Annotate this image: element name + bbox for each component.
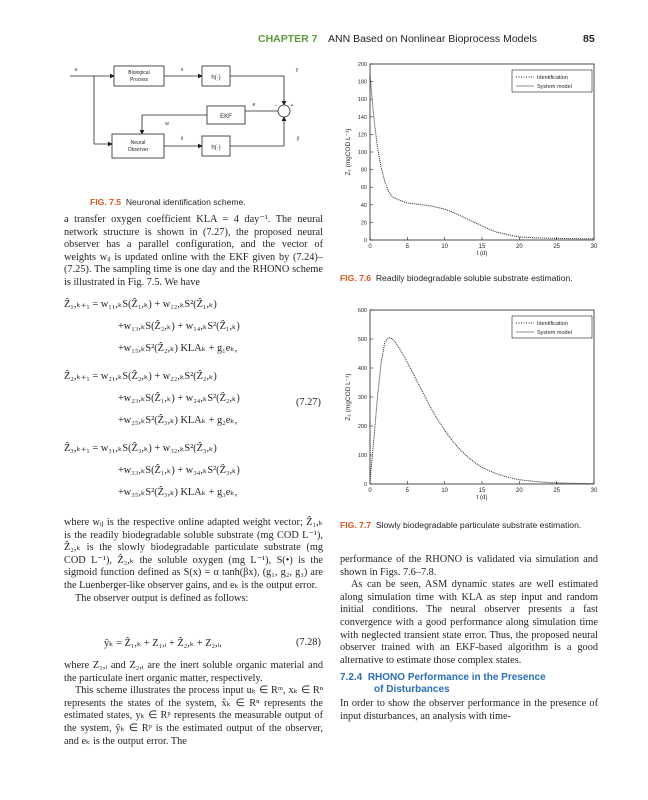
series-line-identification xyxy=(370,338,594,484)
x-axis-label: t (d) xyxy=(476,251,488,257)
legend-label-system-model: System model xyxy=(537,330,572,336)
x-axis-label: t (d) xyxy=(476,495,488,501)
right-closing-text: In order to show the observer performance in the presence of input disturbances, an analysis with time- xyxy=(340,698,598,722)
svg-text:ŷ: ŷ xyxy=(296,136,300,142)
x-tick-label: 0 xyxy=(368,244,372,250)
x-tick-label: 25 xyxy=(553,244,561,250)
x-tick-label: 15 xyxy=(478,488,486,494)
x-tick-label: 20 xyxy=(515,488,523,494)
x-tick-label: 20 xyxy=(515,244,523,250)
fig-7-7-caption: FIG. 7.7 Slowly biodegradable particulate substrate estimation. xyxy=(340,520,582,530)
svg-text:w: w xyxy=(165,121,169,127)
y-tick-label: 60 xyxy=(360,185,367,192)
y-tick-label: 300 xyxy=(357,395,367,401)
fig-7-5-caption: FIG. 7.5 Neuronal identification scheme. xyxy=(90,197,246,207)
x-tick-label: 10 xyxy=(441,244,449,250)
svg-text:e: e xyxy=(252,102,256,108)
y-tick-label: 200 xyxy=(357,424,367,430)
x-tick-label: 0 xyxy=(368,488,372,494)
y-tick-label: 140 xyxy=(357,114,367,121)
y-tick-label: 160 xyxy=(357,97,367,104)
y-tick-label: 400 xyxy=(357,366,367,372)
eq-line: +w₃₃,ₖS(Ẑ₁,ₖ) + w₃₄,ₖS²(Ẑ₃,ₖ) xyxy=(118,465,240,476)
svg-text:Observer: Observer xyxy=(127,147,149,153)
svg-text:Process: Process xyxy=(129,77,149,83)
neural-observer-box xyxy=(112,134,164,158)
equation-number-7-28: (7.28) xyxy=(296,637,321,648)
svg-text:+: + xyxy=(290,103,294,109)
x-tick-label: 5 xyxy=(405,488,410,494)
eq-line: +w₁₃,ₖS(Ẑ₂,ₖ) + w₁₄,ₖS²(Ẑ₁,ₖ) xyxy=(118,321,240,332)
y-tick-label: 80 xyxy=(360,167,367,174)
x-tick-label: 30 xyxy=(590,244,598,250)
eq-line: +w₂₃,ₖS(Ẑ₁,ₖ) + w₂₄,ₖS²(Ẑ₂,ₖ) xyxy=(118,393,240,404)
svg-text:y: y xyxy=(295,67,299,73)
x-tick-label: 25 xyxy=(553,488,561,494)
y-tick-label: 100 xyxy=(357,150,367,156)
fig-7-5-diagram xyxy=(62,58,332,190)
eq-line: +w₂₅,ₖS²(Ẑ₃,ₖ) KLAₖ + g₂eₖ, xyxy=(118,415,238,426)
chapter-title: ANN Based on Nonlinear Bioprocess Models xyxy=(328,33,537,45)
legend-label-identification: Identification xyxy=(537,75,568,81)
svg-text:EKF: EKF xyxy=(220,114,232,120)
y-tick-label: 0 xyxy=(363,482,367,488)
svg-text:x̂: x̂ xyxy=(180,136,184,142)
y-tick-label: 200 xyxy=(357,62,367,68)
y-tick-label: 120 xyxy=(357,132,367,139)
fig-7-6-caption: FIG. 7.6 Readily biodegradable soluble substrate estimation. xyxy=(340,273,573,283)
y-tick-label: 180 xyxy=(357,79,367,86)
x-tick-label: 30 xyxy=(590,488,598,494)
biological-process-box xyxy=(114,66,164,86)
y-tick-label: 40 xyxy=(360,202,367,209)
page-number: 85 xyxy=(583,33,595,45)
equation-7-28: ŷₖ = Ẑ₁,ₖ + Z₁,ᵢ + Ẑ₂,ₖ + Z₂,ᵢ, xyxy=(104,638,222,649)
chapter-label: CHAPTER 7 xyxy=(258,33,318,45)
y-tick-label: 600 xyxy=(357,308,367,314)
y-axis-label: Z₁ (mgCOD L⁻¹) xyxy=(345,128,352,176)
x-tick-label: 15 xyxy=(478,244,486,250)
svg-text:h(·): h(·) xyxy=(211,145,221,151)
fig-7-7-chart xyxy=(336,304,604,512)
svg-text:x: x xyxy=(180,67,184,73)
svg-text:−: − xyxy=(274,103,278,109)
eq-line: Ẑ₃,ₖ₊₁ = w₃₁,ₖS(Ẑ₃,ₖ) + w₃₂,ₖS²(Ẑ₃,ₖ) xyxy=(64,443,217,454)
fig-7-6-chart xyxy=(336,58,604,270)
svg-text:h(·): h(·) xyxy=(211,75,221,81)
legend-label-system-model: System model xyxy=(537,84,572,90)
series-line-identification xyxy=(370,75,594,239)
y-tick-label: 100 xyxy=(357,453,367,459)
y-axis-label: Z₂ (mgCOD L⁻¹) xyxy=(345,373,352,421)
svg-text:Biological: Biological xyxy=(128,70,150,76)
eq-line: Ẑ₁,ₖ₊₁ = w₁₁,ₖS(Ẑ₁,ₖ) + w₁₂,ₖS²(Ẑ₁,ₖ) xyxy=(64,299,217,310)
svg-text:Neural: Neural xyxy=(130,140,146,146)
y-tick-label: 0 xyxy=(363,238,367,244)
summing-junction xyxy=(278,105,290,117)
x-tick-label: 10 xyxy=(441,488,449,494)
left-intro-paragraph: a transfer oxygen coefficient KLA = 4 day⁻¹. The neural network structure is shown in (7.27), the proposed neural observer has a parallel configuration, and the vector of weights wᵢⱼ is updated online with the EKF given by (7.24)–(7.25). The sampling time is one day and the RHONO scheme is illustrated in Fig. 7.5. We have xyxy=(64,214,323,288)
x-tick-label: 5 xyxy=(405,244,410,250)
section-heading-7-2-4: 7.2.4 RHONO Performance in the Presence of Disturbances xyxy=(340,672,546,695)
legend-label-identification: Identification xyxy=(537,321,568,327)
equation-number-7-27: (7.27) xyxy=(296,397,321,408)
y-tick-label: 500 xyxy=(357,337,367,343)
equation-7-27 xyxy=(64,298,323,513)
eq-line: Ẑ₂,ₖ₊₁ = w₂₁,ₖS(Ẑ₂,ₖ) + w₂₂,ₖS²(Ẑ₂,ₖ) xyxy=(64,371,217,382)
eq-line: +w₃₅,ₖS²(Ẑ₃,ₖ) KLAₖ + g₃eₖ, xyxy=(118,487,238,498)
right-body-text: performance of the RHONO is validated via simulation and shown in Figs. 7.6–7.8. As can be seen, ASM dynamic states are well estimated along simulation time with KLA as step input and random initial conditions. The neural observer presents a fast convergence with a good performance along simulation time with neglected transient state error. Thus, the proposed neural observer trained with an EKF-based algorithm is a good alternative to estimate those complex states. xyxy=(340,554,598,666)
eq-line: +w₁₅,ₖS²(Ẑ₂,ₖ) KLAₖ + g₁eₖ, xyxy=(118,343,238,354)
svg-text:u: u xyxy=(74,67,78,73)
left-body-text: where wᵢⱼ is the respective online adapted weight vector; Ẑ₁,ₖ is the readily biodegradable soluble substrate (mg COD L⁻¹), Ẑ₂,ₖ is the slowly biodegradable particulate substrate (mg COD L⁻¹), Ẑ₃,ₖ the soluble oxygen (mg L⁻¹), S(•) is the sigmoid function defined as S(x) = α tanh(βx), (g₁, g₂, g₃) are the Luenberger-like observer gains, and eₖ is the output error. The observer output is defined as follows: xyxy=(64,517,323,604)
y-tick-label: 20 xyxy=(360,220,367,227)
left-closing-text: where Z₁,ᵢ and Z₂,ᵢ are the inert soluble organic material and the particulate inert organic matter, respectively. This scheme illustrates the process input uₖ ∈ Rᵐ, xₖ ∈ Rⁿ represents the states of the system, x̂ₖ ∈ Rⁿ represents the estimated states, yₖ ∈ Rᵖ represents the measurable output of the system, ŷₖ ∈ Rᵖ is the estimated output of the observer, and eₖ is the output error. The xyxy=(64,660,323,747)
running-header xyxy=(0,33,648,47)
